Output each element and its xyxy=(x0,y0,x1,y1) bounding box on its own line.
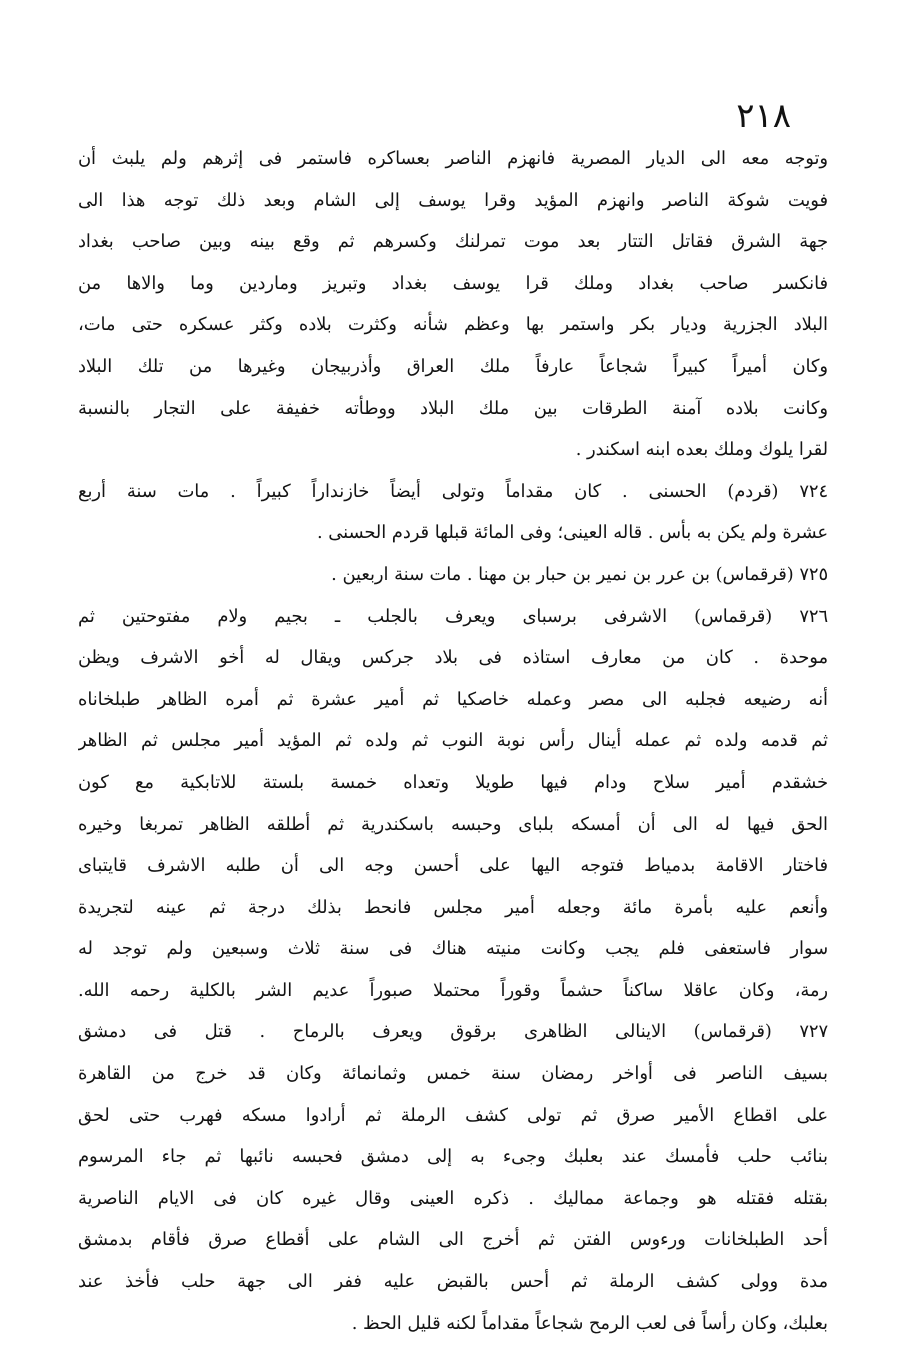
text-line: فانكسر صاحب بغداد وملك قرا يوسف بغداد وتبريز وماردين وما والاها من xyxy=(78,272,828,294)
text-line: بسيف الناصر فى أواخر رمضان سنة خمس وثمانمائة وكان قد خرج من القاهرة xyxy=(78,1063,828,1085)
text-line: وأنعم عليه بأمرة مائة وجعله أمير مجلس فانحط بذلك درجة ثم عينه لتجريدة xyxy=(78,896,828,918)
text-line: أنه رضيعه فجلبه الى مصر وعمله خاصكيا ثم أمير عشرة ثم أمره الظاهر طبلخاناه xyxy=(78,688,828,710)
text-line: فويت شوكة الناصر وانهزم المؤيد وقرا يوسف إلى الشام وبعد ذلك توجه هذا الى xyxy=(78,189,828,211)
text-line: أحد الطبلخانات ورءوس الفتن ثم أخرج الى الشام على أقطاع صرق فأقام بدمشق xyxy=(78,1229,828,1251)
text-line: مدة وولى كشف الرملة ثم أحس بالقبض عليه ففر الى جهة حلب فأخذ عند xyxy=(78,1271,828,1293)
text-line: وتوجه معه الى الديار المصرية فانهزم الناصر بعساكره فاستمر فى إثرهم ولم يلبث أن xyxy=(78,148,828,169)
entry-727-heading-line: ٧٢٧ (قرقماس) الاينالى الظاهرى برقوق ويعرف بالرماح . قتل فى دمشق xyxy=(78,1021,828,1043)
entry-724-heading-line: ٧٢٤ (قردم) الحسنى . كان مقداماً وتولى أيضاً خازنداراً كبيراً . مات سنة أربع xyxy=(78,480,828,502)
text-line: خشقدم أمير سلاح ودام فيها طويلا وتعداه خمسة بلستة للاتابكية مع كون xyxy=(78,771,828,793)
text-line: على اقطاع الأمير صرق ثم تولى كشف الرملة ثم أرادوا مسكه فهرب حتى لحق xyxy=(78,1104,828,1126)
text-line: لقرا يلوك وملك بعده ابنه اسكندر . xyxy=(575,439,828,461)
text-line: البلاد الجزرية وديار بكر واستمر بها وعظم شأنه وكثرت بلاده وكثر عسكره حتى مات، xyxy=(78,314,828,336)
text-line: عشرة ولم يكن به بأس . قاله العينى؛ وفى المائة قبلها قردم الحسنى . xyxy=(316,522,828,544)
text-line: سوار فاستعفى فلم يجب وكانت منيته هناك فى سنة ثلاث وسبعين ولم توجد له xyxy=(78,938,828,960)
text-line: موحدة . كان من معارف استاذه فى بلاد جركس ويقال له أخو الاشرف ويظن xyxy=(78,647,828,669)
entry-726-heading-line: ٧٢٦ (قرقماس) الاشرفى برسباى ويعرف بالجلب ـ بجيم ولام مفتوحتين ثم xyxy=(78,605,828,627)
text-line: الحق فيها له الى أن أمسكه بلباى وحبسه باسكندرية ثم أطلقه الظاهر تمربغا وخيره xyxy=(78,813,828,835)
text-line: وكانت بلاده آمنة الطرقات بين ملك البلاد ووطأته خفيفة على التجار بالنسبة xyxy=(78,397,828,419)
page-text-body xyxy=(78,138,828,1344)
text-line: بنائب حلب فأمسك عند بعلبك وجىء به إلى دمشق فحبسه نائبها ثم جاء المرسوم xyxy=(78,1146,828,1168)
text-line: وكان أميراً كبيراً شجاعاً عارفاً ملك العراق وأذربيجان وغيرها من تلك البلاد xyxy=(78,355,828,377)
text-line: ثم قدمه ولده ثم عمله أينال رأس نوبة النوب ثم ولده ثم المؤيد أمير مجلس ثم الظاهر xyxy=(78,730,828,752)
page-number: ٢١٨ xyxy=(736,96,791,136)
text-line: بقتله فقتله هو وجماعة مماليك . ذكره العينى وقال غيره كان فى الايام الناصرية xyxy=(78,1187,828,1209)
entry-725-heading-line: ٧٢٥ (قرقماس) بن عرر بن نمير بن حبار بن مهنا . مات سنة اربعين . xyxy=(331,563,828,585)
text-line: فاختار الاقامة بدمياط فتوجه اليها على أحسن وجه الى أن طلبه الاشرف قايتباى xyxy=(78,855,828,877)
text-line: رمة، وكان عاقلا ساكناً حشماً وقوراً محتملا صبوراً عديم الشر بالكلية رحمه الله. xyxy=(78,979,828,1001)
text-line: جهة الشرق فقاتل التتار بعد موت تمرلنك وكسرهم ثم وقع بينه وبين صاحب بغداد xyxy=(78,231,828,253)
text-line: بعلبك، وكان رأساً فى لعب الرمح شجاعاً مقداماً لكنه قليل الحظ . xyxy=(351,1312,828,1334)
